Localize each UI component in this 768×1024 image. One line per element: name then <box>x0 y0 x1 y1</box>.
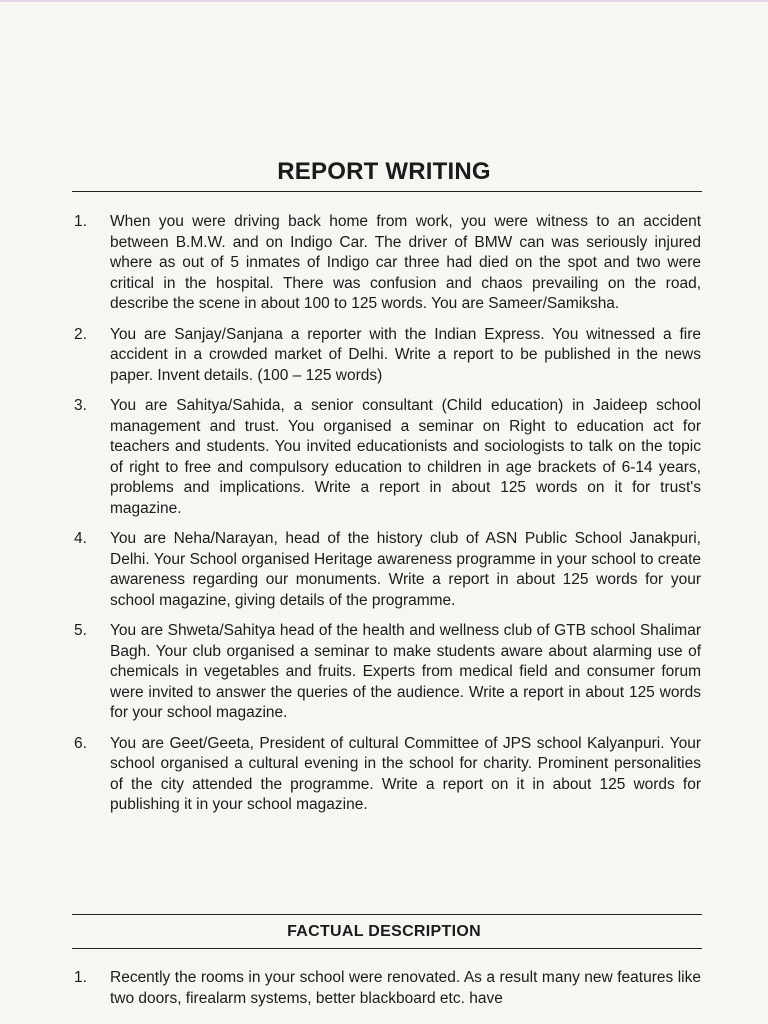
item-number: 3. <box>74 397 87 414</box>
item-text: You are Neha/Narayan, head of the history club of ASN Public School Janakpuri, Delhi. Your School organised Heritage awareness programme in your school to create awareness regarding our monuments. Write a report in about 125 words for your school magazine, giving details of the programme. <box>110 530 701 609</box>
item-text: You are Sanjay/Sanjana a reporter with the Indian Express. You witnessed a fire accident in a crowded market of Delhi. Write a report to be published in the news paper. Invent details. (100 – 125 words) <box>110 325 701 384</box>
item-text: You are Shweta/Sahitya head of the health and wellness club of GTB school Shalimar Bagh. Your club organised a seminar to make students aware about alarming use of chemicals in vegetables and fruits. Experts from medical field and consumer forum were invited to answer the queries of the audience. Write a report in about 125 words for your school magazine. <box>110 622 701 721</box>
item-text: When you were driving back home from work, you were witness to an accident between B.M.W. and on Indigo Car. The driver of BMW can was seriously injured where as out of 5 inmates of Indigo car three had died on the spot and two were critical in the hospital. There was confusion and chaos prevailing on the road, describe the scene in about 100 to 125 words. You are Sameer/Samiksha. <box>110 213 701 312</box>
section-heading: FACTUAL DESCRIPTION <box>287 923 481 940</box>
list-item <box>0 968 768 1009</box>
list-item <box>0 212 768 315</box>
page-title: REPORT WRITING <box>277 158 491 185</box>
item-number: 6. <box>74 734 87 752</box>
item-number: 1. <box>74 213 87 230</box>
item-number: 2. <box>74 325 87 343</box>
list-item <box>0 621 768 724</box>
item-number: 5. <box>74 622 87 639</box>
page-top-edge <box>0 0 768 2</box>
item-text: Recently the rooms in your school were renovated. As a result many new features like two doors, firealarm systems, better blackboard etc. have <box>110 969 701 1007</box>
factual-description-list <box>0 968 768 1019</box>
list-item <box>0 325 768 387</box>
item-number: 4. <box>74 530 87 547</box>
list-item <box>0 396 768 519</box>
item-text: You are Geet/Geeta, President of cultural Committee of JPS school Kalyanpuri. Your school organised a cultural evening in the school for charity. Prominent personalities of the city attended the programme. Write a report on it in about 125 words for publishing it in your school magazine. <box>110 734 701 813</box>
list-item <box>0 734 768 816</box>
item-number: 1. <box>74 969 87 986</box>
item-text: You are Sahitya/Sahida, a senior consultant (Child education) in Jaideep school management and trust. You organised a seminar on Right to education act for teachers and students. You invited educationists and sociologists to talk on the topic of right to free and compulsory education to children in age brackets of 6-14 years, problems and implications. Write a report in about 125 words on it for trust's magazine. <box>110 397 701 517</box>
list-item <box>0 529 768 611</box>
section-rule-top <box>72 914 702 915</box>
title-rule <box>72 191 702 192</box>
report-writing-list <box>0 212 768 826</box>
section-rule-bottom <box>72 948 702 949</box>
